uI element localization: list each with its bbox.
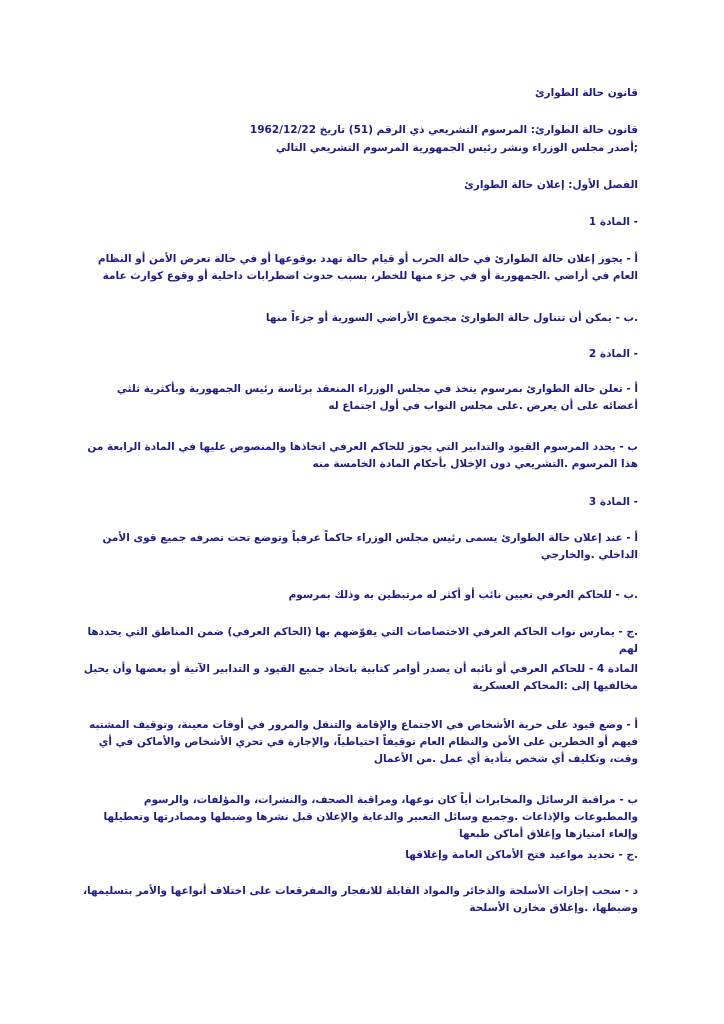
decree-line: قانون حالة الطوارئ: المرسوم التشريعي ذي الرقم (51) تاريخ 1962/12/22 xyxy=(249,124,638,136)
article-4-clause-b: ب - مراقبة الرسائل والمخابرات أياً كان نوعها، ومراقبة الصحف، والنشرات، والمؤلفات، والرسوم والمطبوعات والإذاعات .وجميع وسائل التعبير والدعاية والإعلان قبل نشرها وضبطها ومصادرتها وتعطيلها وإلغاء امتيازها وإغلاق أماكن طبعها xyxy=(99,794,638,840)
article-1-heading: - المادة 1 xyxy=(588,216,638,228)
article-1-clause-b: .ب - يمكن أن تتناول حالة الطوارئ مجموع الأراضي السورية أو جزءاً منها xyxy=(265,312,638,324)
decree-intro: ;أصدر مجلس الوزراء ونشر رئيس الجمهورية المرسوم التشريعي التالي xyxy=(275,142,638,154)
article-3-heading: - المادة 3 xyxy=(588,496,638,508)
document-title: قانون حالة الطوارئ xyxy=(534,87,638,99)
article-4-clause-d: د - سحب إجازات الأسلحة والذخائر والمواد القابلة للانفجار والمفرقعات على اختلاف أنواعها والأمر بتسليمها، وضبطها، .وإغلاق مخازن الأسلحة xyxy=(79,885,638,914)
article-2-heading: - المادة 2 xyxy=(588,348,638,360)
article-4-clause-c: .ج - تحديد مواعيد فتح الأماكن العامة وإغلاقها xyxy=(405,849,638,861)
article-4-clause-a: أ - وضع قيود على حرية الأشخاص في الاجتماع والإقامة والتنقل والمرور في أوقات معينة، وتوقيف المشتبه فيهم أو الخطرين على الأمن والنظام العام توقيفاً احتياطياً، والإجازة في تحري الأشخاص والأماكن في أي وقت، وتكليف أي شخص بتأدية أي عمل .من الأعمال xyxy=(85,719,638,765)
article-2-clause-b: ب - يحدد المرسوم القيود والتدابير التي يجوز للحاكم العرفي اتخاذها والمنصوص عليها في المادة الرابعة من هذا المرسوم .التشريعي دون الإخلال بأحكام المادة الخامسة منه xyxy=(83,441,638,470)
article-3-clause-b: .ب - للحاكم العرفي تعيين نائب أو أكثر له مرتبطين به وذلك بمرسوم xyxy=(288,589,638,601)
article-2-clause-a: أ - تعلن حالة الطوارئ بمرسوم يتخذ في مجلس الوزراء المنعقد برئاسة رئيس الجمهورية وبأكثرية ثلثي أعضائه على أن يعرض .على مجلس النواب في أول اجتماع له xyxy=(113,383,638,412)
article-3-clause-c: .ج - يمارس نواب الحاكم العرفي الاختصاصات التي يفوّضهم بها (الحاكم العرفي) ضمن المناطق التي يحددها لهم xyxy=(83,626,638,655)
article-4-intro: المادة 4 - للحاكم العرفي أو نائبه أن يصدر أوامر كتابية باتخاذ جميع القيود و التدابير الآتية أو بعضها وأن يحيل مخالفيها إلى :المحاكم العسكرية xyxy=(80,663,638,692)
article-3-clause-a: أ - عند إعلان حالة الطوارئ يسمى رئيس مجلس الوزراء حاكماً عرفياً وتوضع تحت تصرفه جميع قوى الأمن الداخلي .والخارجي xyxy=(98,532,638,561)
article-1-clause-a: أ - يجوز إعلان حالة الطوارئ في حالة الحرب أو قيام حالة تهدد بوقوعها أو في حالة تعرض الأمن أو النظام العام في أراضي .الجمهورية أو في جزء منها للخطر، بسبب حدوث اضطرابات داخلية أو وقوع كوارث عامة xyxy=(94,253,638,282)
chapter-heading: الفصل الأول: إعلان حالة الطوارئ xyxy=(464,179,638,191)
